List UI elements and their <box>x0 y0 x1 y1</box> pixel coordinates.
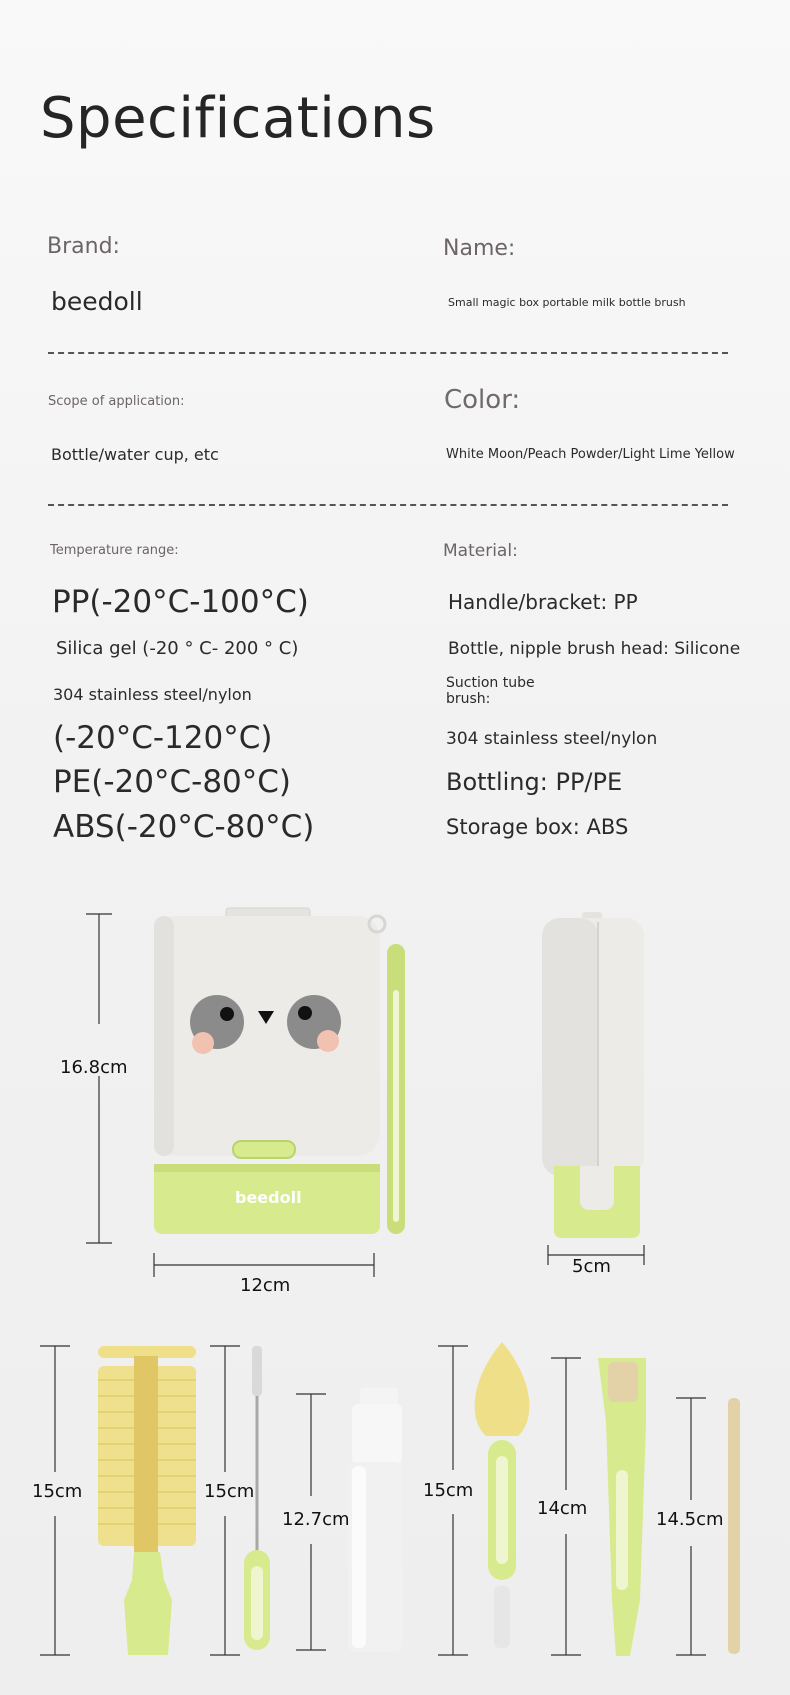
material-line-storage: Storage box: ABS <box>446 815 629 839</box>
spray-bottle <box>348 1388 402 1652</box>
scope-value: Bottle/water cup, etc <box>51 445 219 464</box>
material-line-suction: Suction tube brush: <box>446 675 535 707</box>
storage-box-side <box>542 912 644 1238</box>
material-line-steel: 304 stainless steel/nylon <box>446 729 658 749</box>
left-blush <box>192 1032 214 1054</box>
brand-value: beedoll <box>51 287 143 316</box>
right-eye <box>298 1006 312 1020</box>
left-eye <box>220 1007 234 1021</box>
release-button <box>233 1141 295 1158</box>
material-label: Material: <box>443 541 518 561</box>
nipple-brush-length: 15cm <box>423 1480 474 1501</box>
box-logo: beedoll <box>235 1188 302 1207</box>
material-line-handle: Handle/bracket: PP <box>448 590 638 614</box>
straw-length: 14.5cm <box>656 1509 724 1530</box>
right-blush <box>317 1030 339 1052</box>
straw <box>728 1398 740 1654</box>
box-height-label: 16.8cm <box>60 1057 128 1078</box>
bottle-length: 12.7cm <box>282 1509 350 1530</box>
scope-label: Scope of application: <box>48 394 185 409</box>
page-title: Specifications <box>40 86 436 151</box>
temp-line-abs: ABS(-20°C-80°C) <box>53 809 315 845</box>
nipple-brush <box>475 1342 530 1648</box>
storage-box-front <box>154 908 405 1234</box>
straw-brush-length: 15cm <box>204 1481 255 1502</box>
name-value: Small magic box portable milk bottle brush <box>448 296 686 309</box>
nipple-tongs <box>598 1358 646 1656</box>
name-label: Name: <box>443 236 516 261</box>
box-depth-label: 5cm <box>572 1256 611 1277</box>
temp-line-steel: 304 stainless steel/nylon <box>53 685 252 704</box>
temperature-label: Temperature range: <box>50 543 179 558</box>
brand-label: Brand: <box>47 234 120 259</box>
box-width-label: 12cm <box>240 1275 291 1296</box>
temp-line-silica: Silica gel (-20 ° C- 200 ° C) <box>56 638 299 659</box>
color-value: White Moon/Peach Powder/Light Lime Yellow <box>446 447 735 462</box>
temp-line-pe: PE(-20°C-80°C) <box>53 764 292 800</box>
tongs-length: 14cm <box>537 1498 588 1519</box>
temp-line-steel-range: (-20°C-120°C) <box>53 720 273 756</box>
material-line-silicone: Bottle, nipple brush head: Silicone <box>448 639 741 659</box>
temp-line-pp: PP(-20°C-100°C) <box>52 584 309 620</box>
bottle-brush-length: 15cm <box>32 1481 83 1502</box>
bottle-brush <box>98 1346 196 1655</box>
material-line-bottling: Bottling: PP/PE <box>446 768 623 796</box>
color-label: Color: <box>444 385 521 415</box>
